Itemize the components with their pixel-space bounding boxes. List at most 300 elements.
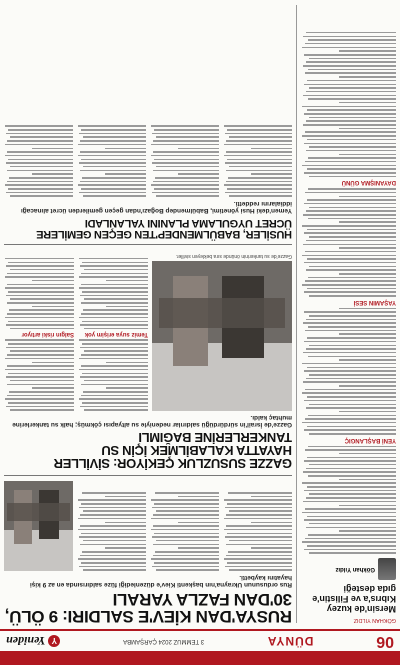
article-body-text	[150, 125, 219, 197]
text-line	[105, 148, 146, 150]
text-line	[156, 570, 219, 572]
text-line	[306, 497, 396, 499]
text-line	[153, 555, 219, 557]
text-line	[307, 109, 396, 111]
text-line	[303, 95, 396, 97]
text-line	[229, 540, 292, 542]
text-line	[8, 384, 75, 386]
text-line	[81, 395, 148, 397]
text-line	[339, 154, 396, 156]
text-line	[304, 54, 396, 56]
text-line	[307, 545, 396, 547]
text-line	[5, 276, 74, 278]
text-line	[308, 157, 396, 159]
text-line	[227, 533, 292, 535]
text-line	[309, 58, 396, 60]
text-line	[8, 273, 75, 275]
sidebar-subhead: YENİ BAŞLANGIÇ	[344, 436, 396, 443]
text-line	[81, 313, 148, 315]
text-line	[304, 429, 396, 431]
text-line	[32, 280, 74, 282]
text-line	[304, 341, 396, 343]
text-line	[309, 207, 396, 209]
text-line	[79, 162, 146, 164]
text-line	[5, 184, 73, 186]
text-line	[106, 387, 148, 389]
text-line	[154, 129, 219, 131]
text-line	[82, 384, 149, 386]
article-kiev	[4, 481, 292, 625]
text-line	[80, 324, 148, 326]
text-line	[5, 125, 73, 127]
author-name: Gökhan Yıldız	[335, 566, 375, 572]
text-line	[306, 269, 396, 271]
text-line	[304, 113, 396, 115]
text-line	[339, 247, 396, 249]
text-line	[304, 311, 396, 313]
text-line	[82, 177, 146, 179]
text-line	[224, 529, 292, 531]
text-line	[82, 354, 149, 356]
text-line	[309, 146, 396, 148]
text-line	[251, 496, 292, 498]
text-line	[304, 203, 396, 205]
text-line	[151, 155, 219, 157]
text-line	[304, 143, 396, 145]
text-line	[303, 471, 396, 473]
text-line	[32, 387, 74, 389]
text-line	[8, 302, 75, 304]
article-photo	[4, 481, 73, 571]
text-line	[80, 514, 146, 516]
text-line	[226, 181, 292, 183]
text-line	[307, 486, 396, 488]
text-line	[227, 503, 292, 505]
article-lead: Gazze'de İsrail'in sürdürdüğü saldırılar nedeniyle su altyapısı çökmüş; halk su tankerlerine muhtaç kaldı.	[12, 414, 292, 428]
text-line	[339, 385, 396, 387]
text-line	[307, 199, 396, 201]
text-line	[81, 503, 146, 505]
text-line	[307, 168, 396, 170]
text-line	[225, 536, 292, 538]
text-line	[5, 317, 74, 319]
page-number: 06	[376, 633, 394, 650]
text-line	[306, 407, 396, 409]
text-line	[229, 137, 292, 139]
text-line	[78, 155, 146, 157]
text-line	[307, 288, 396, 290]
text-line	[304, 490, 396, 492]
text-line	[304, 400, 396, 402]
text-line	[9, 391, 74, 393]
text-line	[226, 140, 292, 142]
text-line	[228, 551, 292, 553]
text-line	[8, 159, 73, 161]
article-lead: Yemen'deki Husi yönetimi, Babülmendep Boğazı'ndan geçen gemilerden ücret alınacağı iddialarını reddetti.	[20, 200, 292, 214]
text-line	[5, 358, 74, 360]
text-line	[307, 229, 396, 231]
text-line	[225, 133, 292, 135]
text-line	[153, 140, 219, 142]
text-line	[80, 170, 146, 172]
text-line	[308, 326, 396, 328]
text-line	[6, 406, 74, 408]
text-line	[302, 165, 396, 167]
text-line	[80, 376, 148, 378]
text-line	[303, 36, 396, 38]
text-line	[81, 188, 146, 190]
text-line	[8, 188, 73, 190]
text-line	[78, 125, 146, 127]
text-line	[339, 50, 396, 52]
text-line	[83, 166, 146, 168]
text-line	[308, 356, 396, 358]
text-line	[304, 84, 396, 86]
text-line	[224, 155, 292, 157]
text-line	[152, 133, 219, 135]
text-line	[228, 177, 292, 179]
text-line	[106, 306, 148, 308]
text-line	[339, 334, 396, 336]
text-line	[225, 507, 292, 509]
text-line	[304, 262, 396, 264]
main-articles	[4, 5, 292, 625]
text-line	[6, 192, 73, 194]
logo-icon: Y	[48, 635, 60, 647]
article-lead: Rus ordusunun Ukrayna'nın başkenti Kiev'e düzenlediği füze saldırısında en az 9 kişi hayatını kaybetti.	[29, 574, 292, 588]
text-line	[307, 396, 396, 398]
article-body-text	[4, 339, 74, 411]
text-line	[80, 181, 146, 183]
sidebar-body-text	[301, 32, 396, 177]
text-line	[154, 503, 219, 505]
text-line	[309, 345, 396, 347]
sidebar-subhead: YAŞAMIN SESİ	[353, 298, 396, 305]
text-line	[80, 555, 146, 557]
text-line	[308, 475, 396, 477]
text-line	[32, 362, 74, 364]
text-line	[251, 547, 292, 549]
text-line	[305, 508, 396, 510]
text-line	[7, 395, 74, 397]
text-line	[5, 369, 74, 371]
text-line	[309, 404, 396, 406]
text-line	[303, 322, 396, 324]
text-line	[304, 233, 396, 235]
text-line	[8, 291, 74, 293]
text-line	[304, 519, 396, 521]
text-line	[83, 196, 146, 198]
text-line	[339, 308, 396, 310]
text-line	[82, 492, 146, 494]
text-line	[82, 402, 148, 404]
text-line	[227, 129, 292, 131]
text-line	[84, 269, 148, 271]
sidebar-column	[296, 5, 396, 623]
text-line	[226, 170, 292, 172]
sidebar-subhead: DAYANIŞMA GÜNÜ	[341, 179, 396, 186]
text-line	[307, 139, 396, 141]
text-line	[227, 159, 292, 161]
text-line	[155, 492, 219, 494]
text-line	[155, 177, 219, 179]
text-line	[10, 410, 74, 412]
text-line	[81, 533, 146, 535]
sidebar-body-text	[301, 188, 396, 296]
text-line	[9, 310, 74, 312]
text-line	[308, 98, 396, 100]
text-line	[6, 324, 74, 326]
text-line	[80, 406, 148, 408]
text-line	[151, 184, 219, 186]
text-line	[224, 144, 292, 146]
text-line	[8, 129, 73, 131]
text-line	[79, 192, 146, 194]
text-line	[106, 280, 148, 282]
text-line	[83, 511, 146, 513]
text-line	[224, 558, 292, 560]
text-line	[151, 144, 219, 146]
text-line	[309, 315, 396, 317]
text-line	[5, 144, 73, 146]
text-line	[305, 161, 396, 163]
text-line	[339, 530, 396, 532]
text-line	[7, 140, 73, 142]
text-line	[80, 151, 146, 153]
text-line	[306, 378, 396, 380]
text-line	[303, 381, 396, 383]
text-line	[7, 284, 74, 286]
text-line	[153, 525, 219, 527]
text-line	[154, 533, 219, 535]
text-line	[156, 166, 219, 168]
text-line	[5, 398, 74, 400]
text-line	[79, 369, 148, 371]
text-line	[82, 373, 148, 375]
text-line	[308, 69, 396, 71]
text-line	[81, 365, 148, 367]
text-line	[78, 144, 146, 146]
text-line	[79, 133, 146, 135]
text-line	[308, 415, 396, 417]
issue-date: 3 TEMMUZ 2024 ÇARŞAMBA	[123, 638, 205, 644]
text-line	[82, 291, 148, 293]
text-line	[7, 181, 73, 183]
text-line	[6, 376, 74, 378]
text-line	[178, 496, 219, 498]
text-line	[153, 544, 219, 546]
text-line	[339, 196, 396, 198]
text-line	[84, 328, 148, 330]
text-line	[339, 505, 396, 507]
text-line	[152, 162, 219, 164]
text-line	[307, 80, 396, 82]
text-line	[83, 540, 146, 542]
text-line	[151, 125, 219, 127]
text-line	[251, 522, 292, 524]
text-line	[309, 374, 396, 376]
text-line	[82, 273, 149, 275]
text-line	[79, 566, 146, 568]
text-line	[6, 265, 74, 267]
text-line	[79, 287, 148, 289]
text-line	[305, 192, 396, 194]
author-block	[301, 558, 396, 580]
text-line	[226, 514, 292, 516]
text-line	[306, 210, 396, 212]
text-line	[302, 225, 396, 227]
text-line	[153, 151, 219, 153]
article-body-text	[77, 125, 146, 197]
text-line	[305, 132, 396, 134]
text-line	[84, 380, 148, 382]
sidebar-body-text	[301, 446, 396, 554]
text-line	[82, 302, 149, 304]
text-line	[81, 159, 146, 161]
text-line	[78, 518, 146, 520]
text-line	[155, 551, 219, 553]
text-line	[80, 347, 148, 349]
text-line	[303, 244, 396, 246]
text-line	[224, 518, 292, 520]
text-line	[307, 516, 396, 518]
section-divider	[4, 244, 292, 245]
text-line	[305, 73, 396, 75]
text-line	[226, 555, 292, 557]
text-line	[307, 337, 396, 339]
text-line	[308, 534, 396, 536]
text-line	[154, 188, 219, 190]
text-line	[32, 148, 73, 150]
text-line	[308, 446, 396, 448]
article-body-text	[150, 481, 219, 571]
text-line	[302, 363, 396, 365]
text-line	[105, 522, 146, 524]
text-line	[305, 43, 396, 45]
text-line	[228, 492, 292, 494]
text-line	[306, 468, 396, 470]
text-line	[304, 370, 396, 372]
text-line	[302, 541, 396, 543]
text-line	[7, 151, 73, 153]
sidebar-headline: Mersin'de kuzey Kıbrıs'a ve Filistin'e gıda desteği	[312, 584, 396, 614]
text-line	[6, 162, 73, 164]
text-line	[10, 137, 73, 139]
text-line	[229, 196, 292, 198]
text-line	[83, 570, 146, 572]
text-line	[303, 124, 396, 126]
text-line	[339, 359, 396, 361]
text-line	[83, 137, 146, 139]
text-line	[151, 529, 219, 531]
text-line	[225, 192, 292, 194]
text-line	[308, 277, 396, 279]
text-line	[305, 280, 396, 282]
text-line	[178, 173, 219, 175]
text-line	[227, 188, 292, 190]
text-line	[8, 354, 75, 356]
text-line	[306, 348, 396, 350]
article-headline: RUSYA'DAN KİEV'E SALDIRI: 9 ÖLÜ, 30'DAN FAZLA YARALI	[5, 590, 292, 626]
text-line	[304, 549, 396, 551]
text-line	[309, 464, 396, 466]
text-line	[339, 221, 396, 223]
text-line	[80, 265, 148, 267]
text-line	[84, 351, 148, 353]
text-line	[153, 181, 219, 183]
text-line	[80, 295, 148, 297]
text-line	[5, 287, 74, 289]
text-line	[178, 547, 219, 549]
text-line	[225, 566, 292, 568]
text-line	[8, 402, 74, 404]
text-line	[304, 460, 396, 462]
text-line	[305, 389, 396, 391]
text-line	[80, 544, 146, 546]
text-line	[302, 47, 396, 49]
text-line	[306, 527, 396, 529]
text-line	[226, 525, 292, 527]
text-line	[302, 284, 396, 286]
text-line	[309, 117, 396, 119]
text-line	[339, 128, 396, 130]
text-line	[224, 125, 292, 127]
text-line	[152, 566, 219, 568]
text-line	[83, 310, 148, 312]
text-line	[78, 529, 146, 531]
text-line	[302, 106, 396, 108]
text-line	[309, 295, 396, 297]
article-body-text	[4, 125, 73, 197]
text-line	[339, 453, 396, 455]
text-line	[178, 522, 219, 524]
text-line	[79, 258, 148, 260]
text-line	[251, 148, 292, 150]
text-line	[151, 558, 219, 560]
text-line	[303, 352, 396, 354]
text-line	[305, 251, 396, 253]
text-line	[81, 129, 146, 131]
text-line	[306, 32, 396, 34]
text-line	[10, 328, 74, 330]
text-line	[224, 184, 292, 186]
text-line	[302, 482, 396, 484]
text-line	[79, 317, 148, 319]
text-line	[229, 166, 292, 168]
text-line	[309, 87, 396, 89]
article-body-text	[78, 258, 148, 330]
article-gaza	[4, 250, 292, 470]
text-line	[81, 562, 146, 564]
text-line	[8, 343, 74, 345]
text-line	[307, 426, 396, 428]
photo-caption: Gazze'de su tankerinin önünde sıra bekleyen siviller.	[175, 253, 292, 259]
text-line	[305, 538, 396, 540]
text-line	[8, 321, 74, 323]
sidebar-body-text	[301, 308, 396, 435]
text-line	[309, 433, 396, 435]
article-headline: GAZZE SUSUZLUK ÇEKİYOR: SİVİLLER HAYATTA KALABİLMEK İÇİN SU TANKERLERİNE BAĞIMLI	[53, 430, 292, 471]
column-byline: GÖKHAN YILDIZ	[353, 617, 396, 623]
text-line	[5, 258, 74, 260]
text-line	[304, 292, 396, 294]
text-line	[339, 411, 396, 413]
article-columns	[4, 250, 292, 411]
text-line	[78, 184, 146, 186]
article-body-text	[223, 125, 292, 197]
newspaper-logo	[6, 634, 60, 649]
text-line	[302, 512, 396, 514]
